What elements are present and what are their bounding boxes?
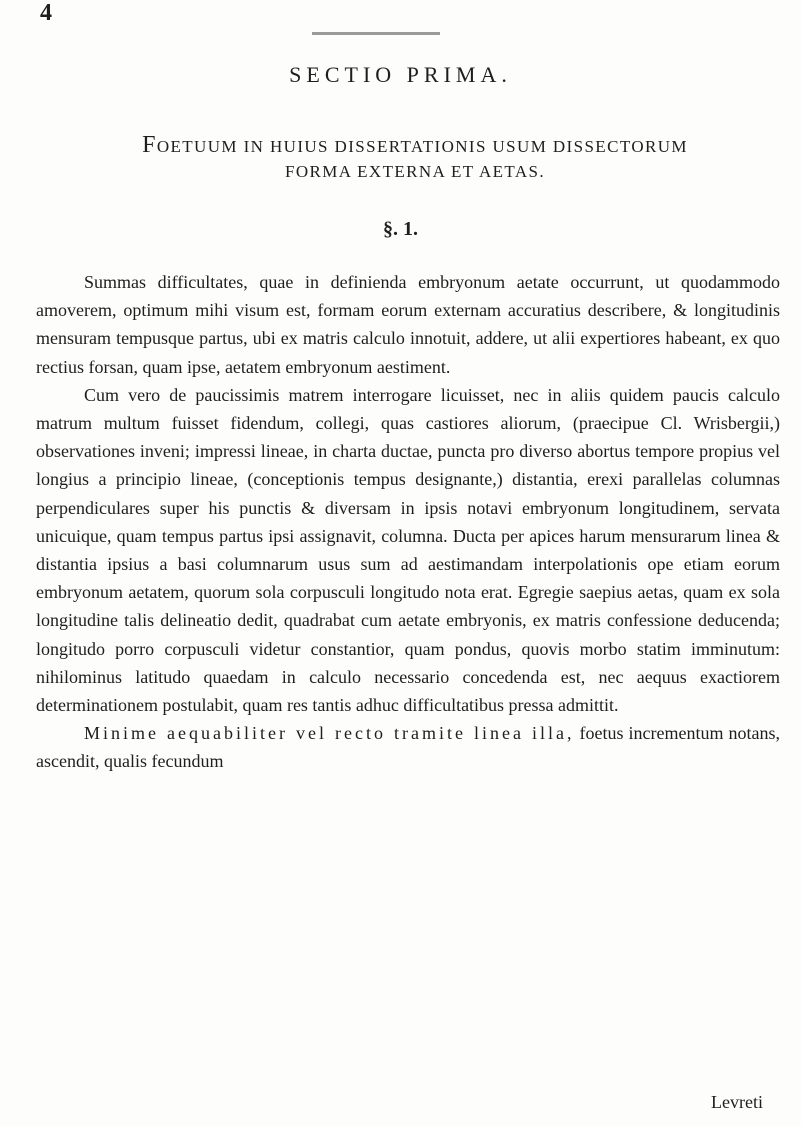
heading-initial: F bbox=[142, 132, 157, 158]
page-number: 4 bbox=[40, 0, 52, 26]
paragraph-3 bbox=[36, 719, 780, 775]
catchword: Levreti bbox=[711, 1092, 763, 1112]
paragraph-1-text: Summas difficultates, quae in definienda embryonum aetate occurrunt, ut quodammodo amoverem, optimum mihi visum est, formam eorum externam accuratius describere, & longitudinis mensuram tempusque partus, ubi ex matris calculo innotuit, addere, ut alii expertiores habeant, ex quo rectius forsan, quam ipse, aetatem embryonum aestiment. bbox=[36, 272, 780, 377]
body-text bbox=[36, 268, 780, 776]
chapter-heading bbox=[50, 133, 780, 184]
paragraph-2 bbox=[36, 381, 780, 719]
paragraph-3-spaced-text: Minime aequabiliter vel recto tramite linea illa, bbox=[84, 723, 575, 744]
paragraph-3-text: foetus incrementum notans, ascendit, qualis fecundum bbox=[36, 723, 780, 772]
section-number: §. 1. bbox=[383, 218, 418, 240]
heading-line-1: OETUUM IN HUIUS DISSERTATIONIS USUM DISSECTORUM bbox=[156, 137, 688, 156]
paragraph-2-text: Cum vero de paucissimis matrem interrogare licuisset, nec in aliis quidem paucis calculo matrum multum fuisset fidendum, collegi, quas castiores aliorum, (praecipue Cl. Wrisbergii,) observationes inveni; impressi lineae, in charta ductae, puncta pro diverso abortus tempore propius vel longius a principio lineae, (conceptionis tempus designante,) distantia, erexi parallelas columnas perpendiculares super his punctis & diversam in ipsis notavi embryonum longitudinem, servata unicuique, quam tempus partus ipsi assignavit, columna. Ducta per apices harum mensurarum linea & distantia ipsius a basi columnarum usus sum ad aestimandam interpolationis ope etiam eorum embryonum aetatem, quorum sola corpusculi longitudo nota erat. Egregie saepius aetas, quam ex sola longitudine talis delineatio dedit, quadrabat cum aetate embryonis, ex matris confessione deducenda; longitudo porro corpusculi videtur constantior, quam pondus, quovis morbo statim imminutum: nihilominus latitudo quaedam in calculo necessario concedenda est, nec aequus exactiorem determinationem postulabit, quam res tantis adhuc difficultatibus pressa admittit. bbox=[36, 384, 780, 716]
heading-line-2: FORMA EXTERNA ET AETAS. bbox=[284, 162, 546, 181]
printed-rule-mark bbox=[312, 32, 440, 35]
paragraph-1 bbox=[36, 268, 780, 381]
running-head: SECTIO PRIMA. bbox=[289, 62, 512, 87]
